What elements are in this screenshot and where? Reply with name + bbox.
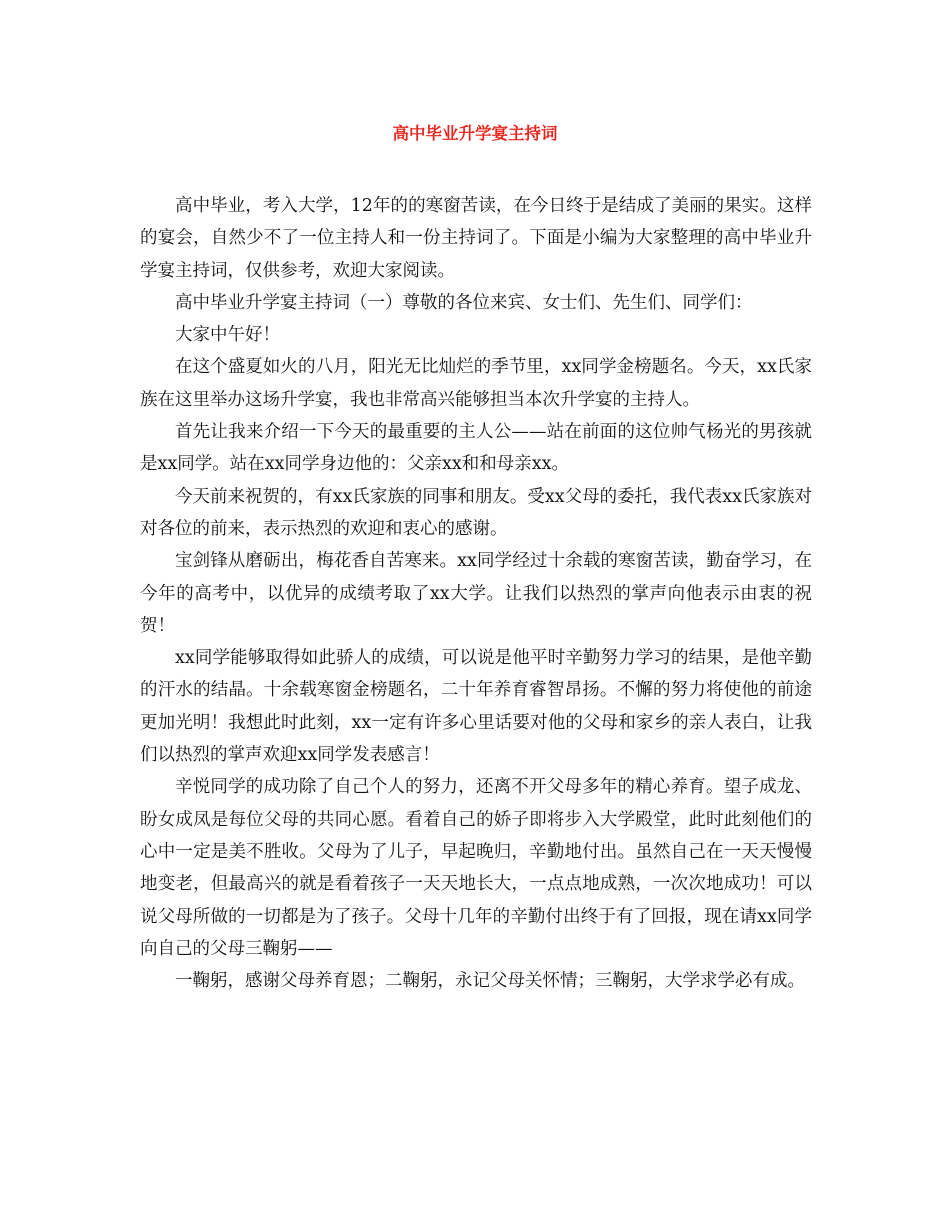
paragraph-parents: 辛悦同学的成功除了自己个人的努力，还离不开父母多年的精心养育。望子成龙、盼女成凤是每位父母的共同心愿。看着自己的娇子即将步入大学殿堂，此时此刻他们的心中一定是美不胜收。父母为了儿子，早起晚归，辛勤地付出。虽然自己在一天天慢慢地变老，但最高兴的就是看着孩子一天天地长大，一点点地成熟，一次次地成功！可以说父母所做的一切都是为了孩子。父母十几年的辛勤付出终于有了回报，现在请xx同学向自己的父母三鞠躬—— bbox=[140, 777, 812, 959]
paragraph-welcome: 今天前来祝贺的，有xx氏家族的同事和朋友。受xx父母的委托，我代表xx氏家族对对各位的前来，表示热烈的欢迎和衷心的感谢。 bbox=[140, 486, 812, 539]
paragraph-heading-one: 高中毕业升学宴主持词（一）尊敬的各位来宾、女士们、先生们、同学们： bbox=[175, 292, 753, 313]
document-body bbox=[140, 190, 812, 997]
paragraph-intro: 高中毕业，考入大学，12年的的寒窗苦读，在今日终于是结成了美丽的果实。这样的宴会，自然少不了一位主持人和一份主持词了。下面是小编为大家整理的高中毕业升学宴主持词，仅供参考，欢迎大家阅读。 bbox=[140, 196, 812, 281]
paragraph-congrats: 宝剑锋从磨砺出，梅花香自苦寒来。xx同学经过十余载的寒窗苦读，勤奋学习，在今年的高考中，以优异的成绩考取了xx大学。让我们以热烈的掌声向他表示由衷的祝贺！ bbox=[140, 551, 812, 636]
paragraph-introduce: 首先让我来介绍一下今天的最重要的主人公——站在前面的这位帅气杨光的男孩就是xx同学。站在xx同学身边他的：父亲xx和和母亲xx。 bbox=[140, 422, 812, 475]
paragraph-greeting: 大家中午好！ bbox=[175, 325, 280, 346]
document-title: 高中毕业升学宴主持词 bbox=[392, 124, 558, 143]
paragraph-speech: xx同学能够取得如此骄人的成绩，可以说是他平时辛勤努力学习的结果，是他辛勤的汗水的结晶。十余载寒窗金榜题名，二十年养育睿智昂扬。不懈的努力将使他的前途更加光明！我想此时此刻，xx一定有许多心里话要对他的父母和家乡的亲人表白，让我们以热烈的掌声欢迎xx同学发表感言！ bbox=[140, 648, 812, 766]
paragraph-bows: 一鞠躬，感谢父母养育恩；二鞠躬，永记父母关怀情；三鞠躬，大学求学必有成。 bbox=[175, 971, 805, 992]
paragraph-opening: 在这个盛夏如火的八月，阳光无比灿烂的季节里，xx同学金榜题名。今天，xx氏家族在这里举办这场升学宴，我也非常高兴能够担当本次升学宴的主持人。 bbox=[140, 357, 812, 410]
